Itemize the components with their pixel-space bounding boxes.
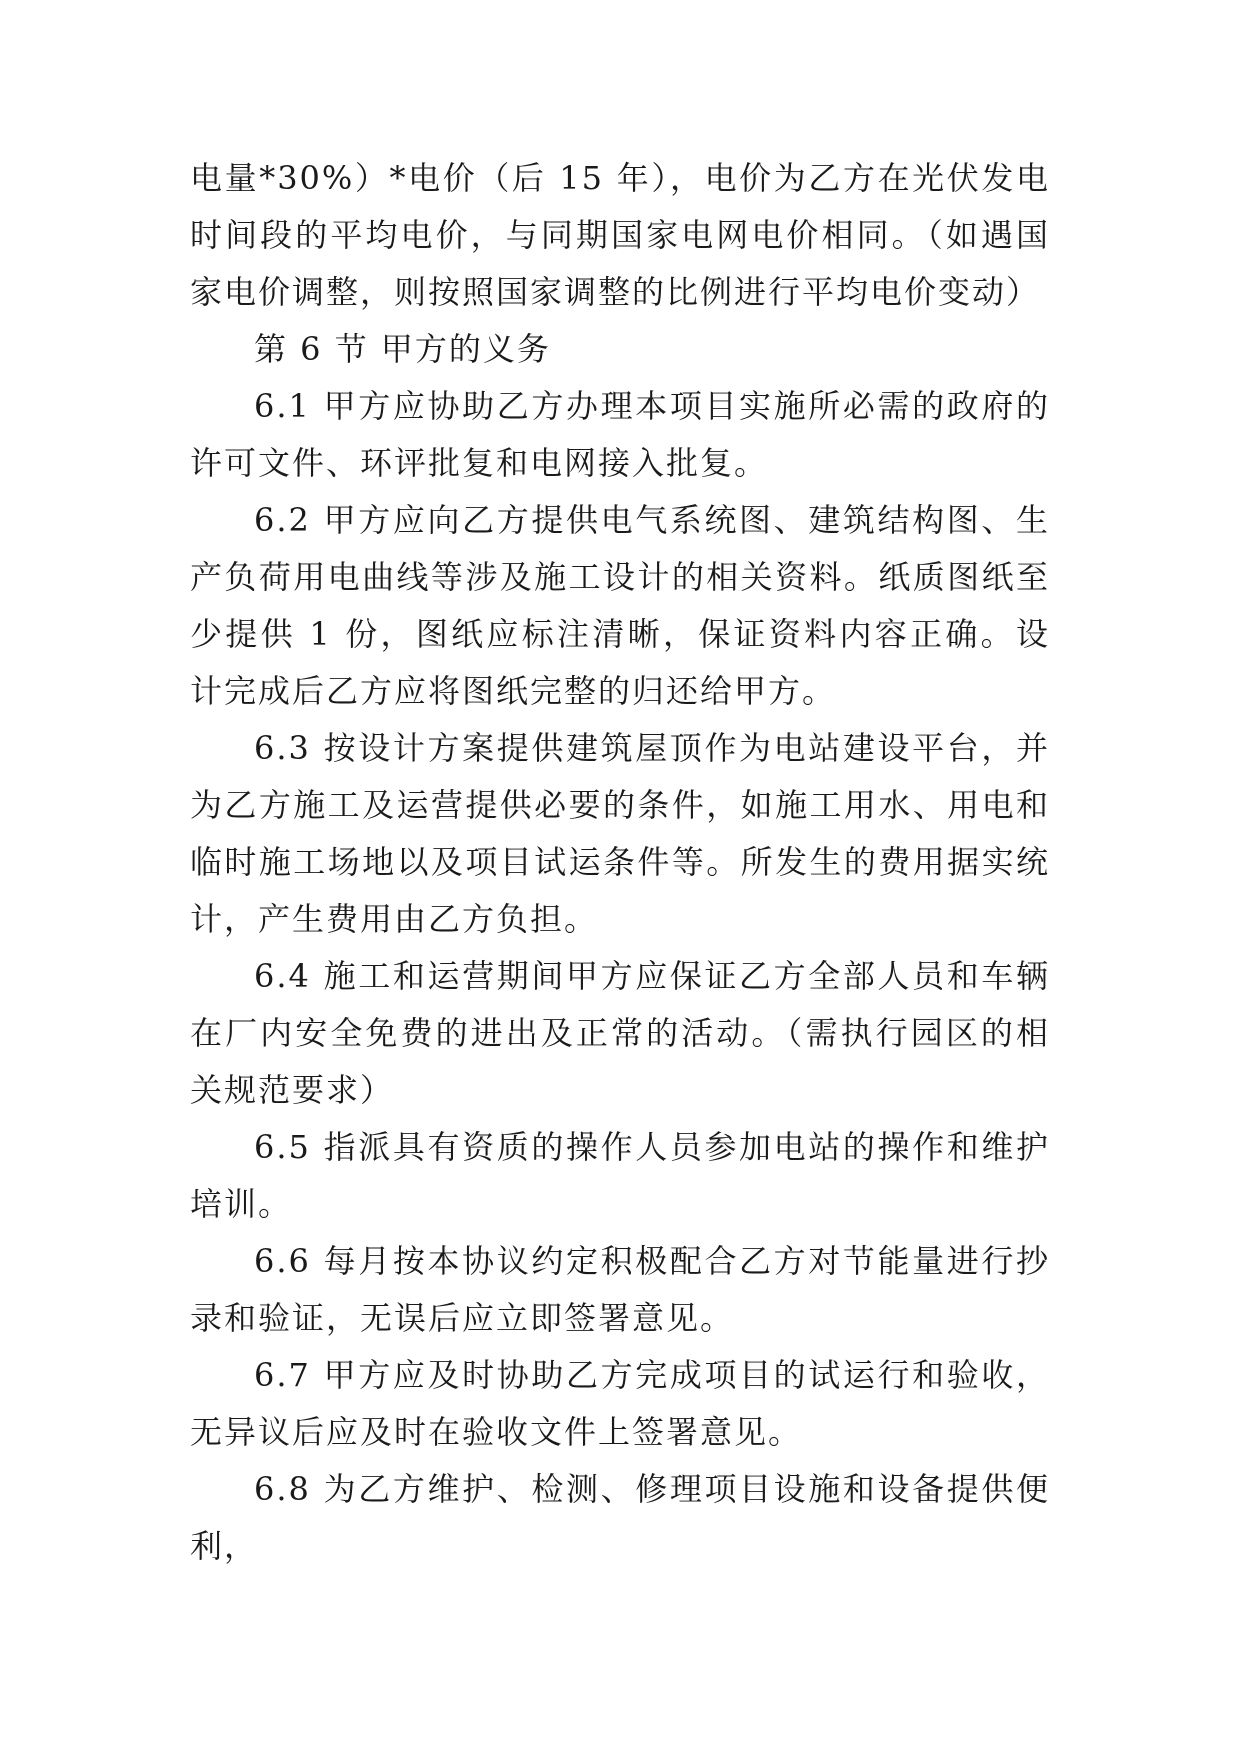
clause-6-2: 6.2 甲方应向乙方提供电气系统图、建筑结构图、生产负荷用电曲线等涉及施工设计的相关资料。纸质图纸至少提供 1 份，图纸应标注清晰，保证资料内容正确。设计完成后乙方应将图纸完整的归还给甲方。: [190, 501, 1050, 710]
document-body: [190, 150, 1050, 1575]
clause-6-6: 6.6 每月按本协议约定积极配合乙方对节能量进行抄录和验证，无误后应立即签署意见。: [190, 1242, 1050, 1337]
clause-6-4: 6.4 施工和运营期间甲方应保证乙方全部人员和车辆在厂内安全免费的进出及正常的活动。（需执行园区的相关规范要求）: [190, 957, 1050, 1109]
clause-6-3: 6.3 按设计方案提供建筑屋顶作为电站建设平台，并为乙方施工及运营提供必要的条件，如施工用水、用电和临时施工场地以及项目试运条件等。所发生的费用据实统计，产生费用由乙方负担。: [190, 729, 1050, 938]
clause-6-5: 6.5 指派具有资质的操作人员参加电站的操作和维护培训。: [190, 1128, 1050, 1223]
clause-6-7: 6.7 甲方应及时协助乙方完成项目的试运行和验收，无异议后应及时在验收文件上签署意见。: [190, 1356, 1050, 1451]
clause-6-8: 6.8 为乙方维护、检测、修理项目设施和设备提供便利，: [190, 1470, 1050, 1565]
section-title: 第 6 节 甲方的义务: [254, 330, 551, 368]
continuation-paragraph: 电量*30%）*电价（后 15 年），电价为乙方在光伏发电时间段的平均电价，与同期国家电网电价相同。（如遇国家电价调整，则按照国家调整的比例进行平均电价变动）: [190, 159, 1050, 311]
clause-6-1: 6.1 甲方应协助乙方办理本项目实施所必需的政府的许可文件、环评批复和电网接入批复。: [190, 387, 1050, 482]
